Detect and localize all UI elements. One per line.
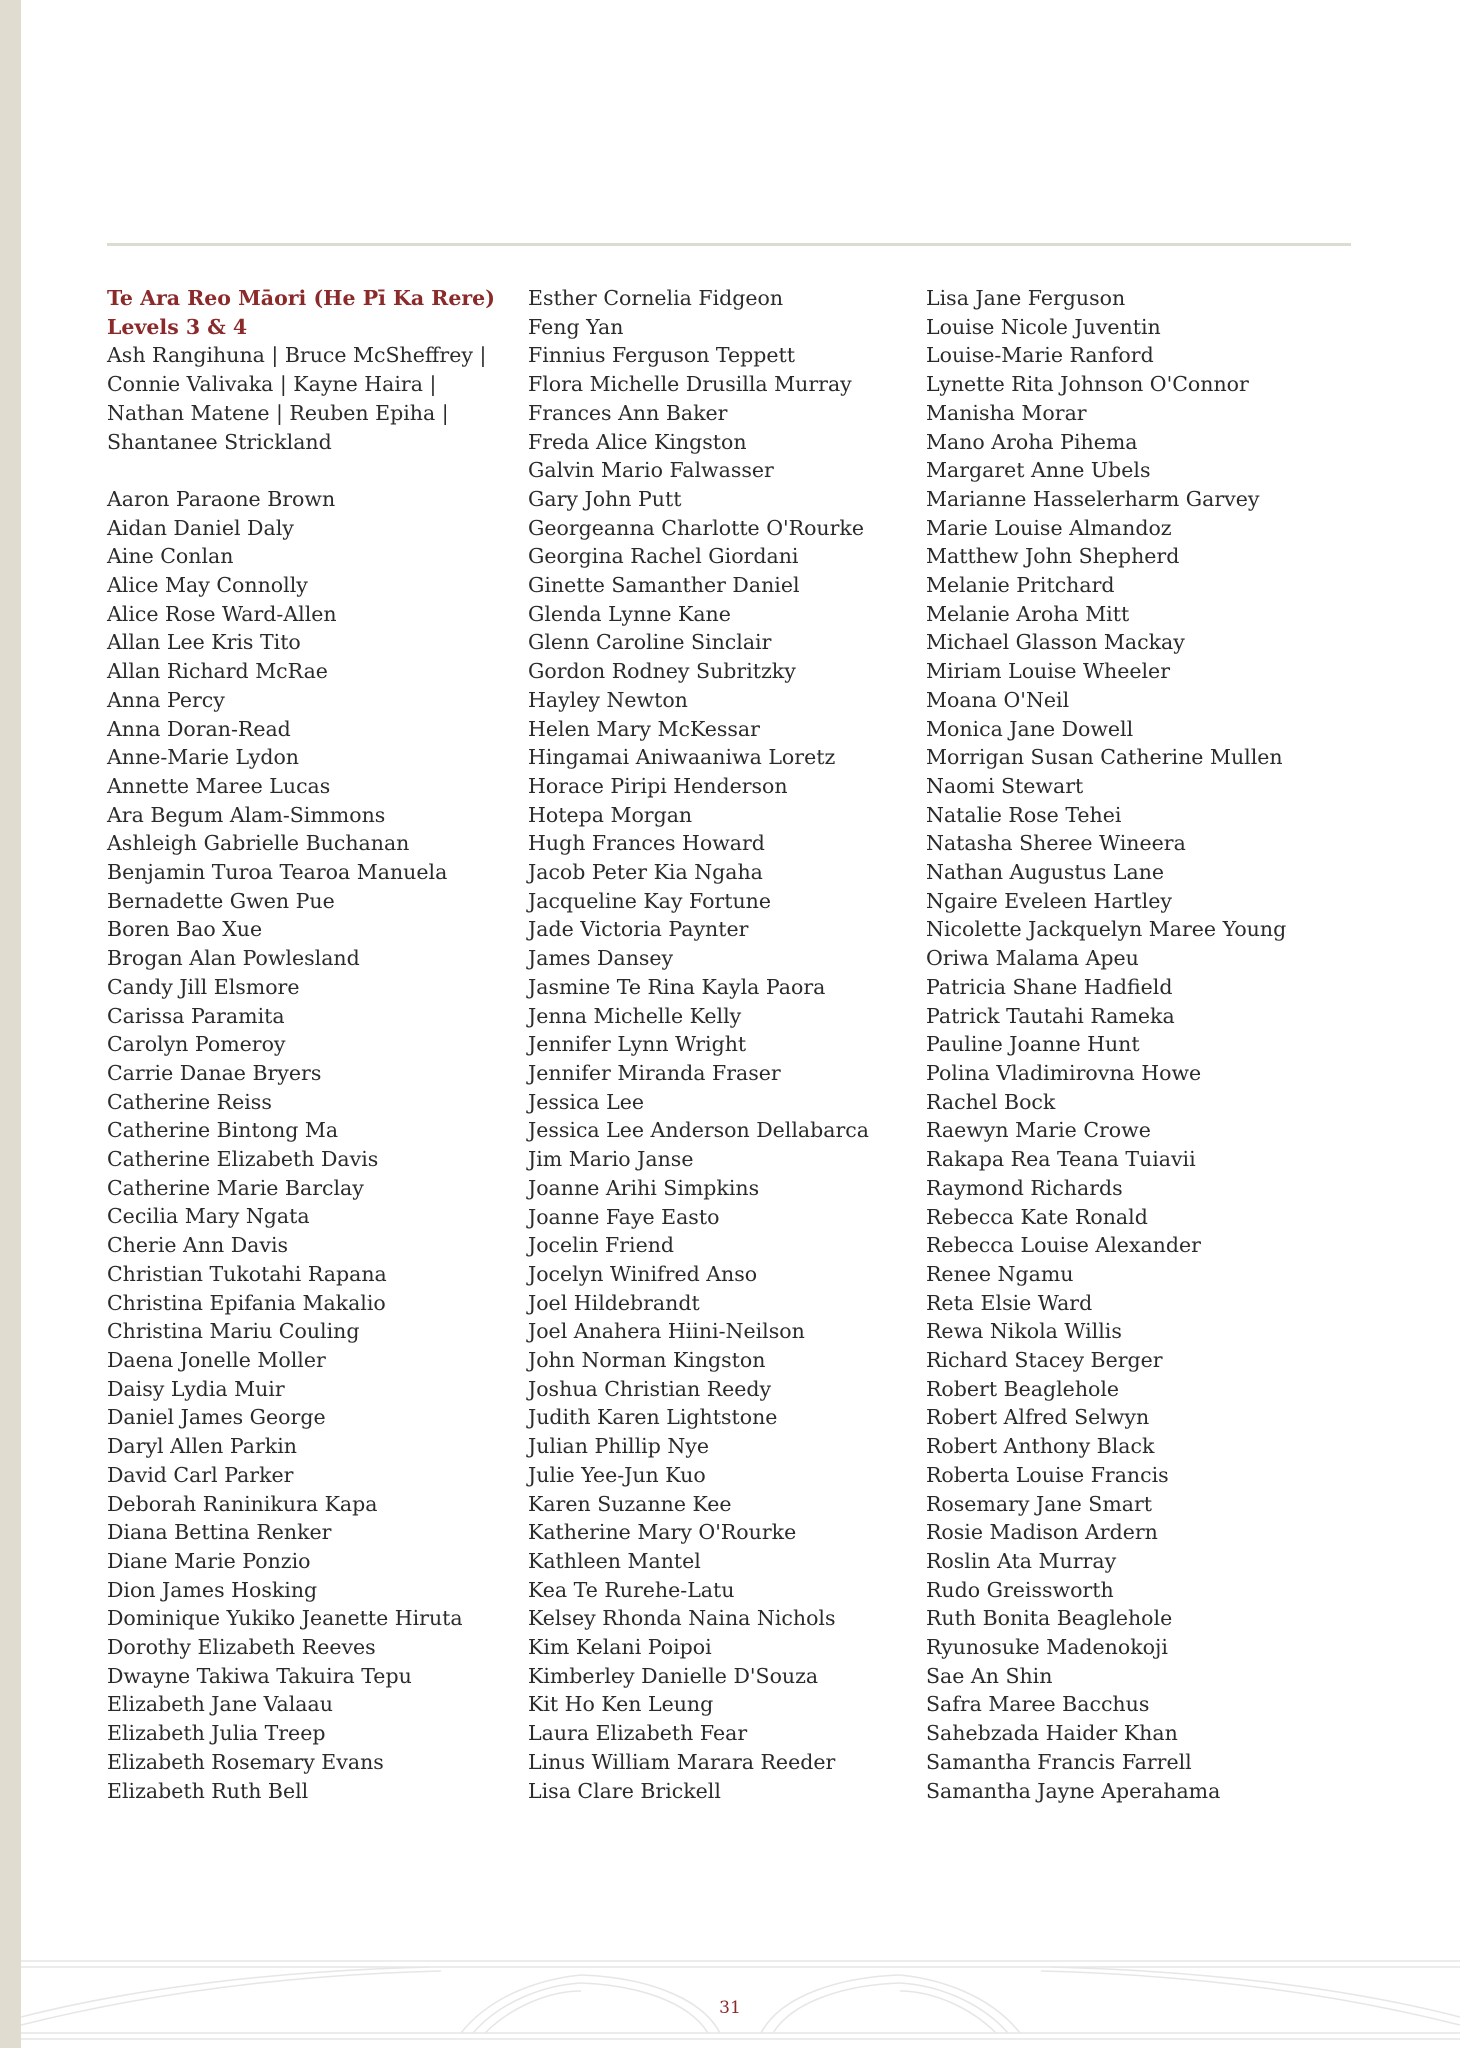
name-item: Robert Anthony Black bbox=[926, 1434, 1155, 1459]
name-item: Rakapa Rea Teana Tuiavii bbox=[926, 1147, 1196, 1172]
name-item: Benjamin Turoa Tearoa Manuela bbox=[107, 860, 448, 885]
name-item: Jacob Peter Kia Ngaha bbox=[528, 860, 763, 885]
name-item: Christian Tukotahi Rapana bbox=[107, 1261, 387, 1286]
name-item: Reta Elsie Ward bbox=[926, 1290, 1093, 1315]
name-item: Kit Ho Ken Leung bbox=[528, 1692, 714, 1717]
name-item: Richard Stacey Berger bbox=[926, 1348, 1163, 1373]
name-item: Anne-Marie Lydon bbox=[107, 745, 299, 770]
name-item: Natasha Sheree Wineera bbox=[926, 831, 1186, 856]
tutor-list: Ash Rangihuna | Bruce McSheffrey | Connie Valivaka | Kayne Haira | Nathan Matene | Reuben Epiha | Shantanee Strickland bbox=[107, 343, 487, 454]
name-item: Daena Jonelle Moller bbox=[107, 1348, 326, 1372]
name-list bbox=[528, 284, 928, 1805]
name-item: Patricia Shane Hadfield bbox=[926, 974, 1173, 999]
name-item: Samantha Jayne Aperahama bbox=[926, 1778, 1221, 1803]
name-item: Elizabeth Ruth Bell bbox=[107, 1778, 309, 1803]
name-item: Jennifer Lynn Wright bbox=[528, 1032, 747, 1057]
name-item: Christina Mariu Couling bbox=[107, 1319, 360, 1344]
name-item: Allan Richard McRae bbox=[107, 659, 328, 684]
name-item: Marie Louise Almandoz bbox=[926, 515, 1172, 540]
name-item: Natalie Rose Tehei bbox=[926, 802, 1122, 827]
name-item: Nathan Augustus Lane bbox=[926, 860, 1165, 885]
name-item: Joanne Faye Easto bbox=[528, 1204, 720, 1229]
name-item: Marianne Hasselerharm Garvey bbox=[926, 486, 1260, 511]
name-item: Hayley Newton bbox=[528, 687, 688, 712]
name-item: Boren Bao Xue bbox=[107, 917, 263, 942]
name-item: Morrigan Susan Catherine Mullen bbox=[926, 745, 1283, 770]
name-item: Diane Marie Ponzio bbox=[107, 1548, 311, 1573]
name-item: Freda Alice Kingston bbox=[528, 429, 747, 454]
name-item: Joel Hildebrandt bbox=[528, 1290, 700, 1315]
name-item: Carolyn Pomeroy bbox=[107, 1032, 286, 1057]
name-item: Joel Anahera Hiini-Neilson bbox=[528, 1319, 805, 1344]
name-item: Glenn Caroline Sinclair bbox=[528, 630, 772, 655]
name-item: John Norman Kingston bbox=[528, 1348, 766, 1373]
name-item: Hingamai Aniwaaniwa Loretz bbox=[528, 745, 836, 770]
name-item: Anna Percy bbox=[107, 687, 225, 712]
name-item: Aaron Paraone Brown bbox=[107, 486, 336, 511]
name-item: Moana O'Neil bbox=[926, 687, 1070, 712]
name-item: Anna Doran-Read bbox=[107, 716, 291, 741]
header-divider bbox=[107, 243, 1351, 246]
name-item: Rebecca Kate Ronald bbox=[926, 1204, 1148, 1229]
name-list bbox=[107, 485, 507, 1805]
name-item: Oriwa Malama Apeu bbox=[926, 946, 1139, 971]
name-item: Carrie Danae Bryers bbox=[107, 1060, 322, 1085]
name-item: Kimberley Danielle D'Souza bbox=[528, 1663, 819, 1688]
name-item: Aidan Daniel Daly bbox=[107, 515, 294, 540]
name-item: Sahebzada Haider Khan bbox=[926, 1721, 1178, 1746]
name-item: Ashleigh Gabrielle Buchanan bbox=[107, 831, 410, 856]
name-item: Karen Suzanne Kee bbox=[528, 1491, 732, 1516]
name-item: Brogan Alan Powlesland bbox=[107, 946, 360, 971]
name-item: Christina Epifania Makalio bbox=[107, 1290, 386, 1315]
name-item: Ara Begum Alam-Simmons bbox=[107, 802, 386, 827]
name-item: Robert Alfred Selwyn bbox=[926, 1405, 1150, 1430]
name-item: David Carl Parker bbox=[107, 1462, 294, 1487]
name-item: Miriam Louise Wheeler bbox=[926, 659, 1170, 684]
name-item: Daniel James George bbox=[107, 1405, 326, 1430]
name-item: Elizabeth Julia Treep bbox=[107, 1721, 326, 1746]
column-3 bbox=[926, 284, 1346, 1805]
name-item: Jennifer Miranda Fraser bbox=[528, 1060, 781, 1085]
name-item: Horace Piripi Henderson bbox=[528, 773, 788, 798]
name-item: Raymond Richards bbox=[926, 1175, 1123, 1200]
name-item: Feng Yan bbox=[528, 314, 624, 339]
name-item: Jenna Michelle Kelly bbox=[528, 1003, 742, 1028]
name-item: Georgeanna Charlotte O'Rourke bbox=[528, 515, 864, 540]
name-item: Dwayne Takiwa Takuira Tepu bbox=[107, 1663, 412, 1688]
name-item: Bernadette Gwen Pue bbox=[107, 888, 335, 913]
section-heading: Te Ara Reo Māori (He Pī Ka Rere) bbox=[107, 286, 495, 310]
page-number: 31 bbox=[719, 1998, 741, 2018]
name-item: Louise-Marie Ranford bbox=[926, 343, 1154, 368]
name-item: Joanne Arihi Simpkins bbox=[528, 1175, 760, 1200]
name-item: Jocelyn Winifred Anso bbox=[528, 1261, 758, 1286]
name-item: Lisa Clare Brickell bbox=[528, 1778, 721, 1803]
name-item: Roberta Louise Francis bbox=[926, 1462, 1169, 1487]
name-item: Elizabeth Rosemary Evans bbox=[107, 1749, 384, 1774]
name-item: Alice May Connolly bbox=[107, 573, 308, 598]
name-item: Allan Lee Kris Tito bbox=[107, 630, 301, 655]
name-item: Dorothy Elizabeth Reeves bbox=[107, 1635, 376, 1660]
name-item: Melanie Aroha Mitt bbox=[926, 601, 1130, 626]
name-item: Flora Michelle Drusilla Murray bbox=[528, 372, 852, 397]
name-item: Mano Aroha Pihema bbox=[926, 429, 1138, 454]
name-item: Aine Conlan bbox=[107, 544, 234, 569]
name-item: Candy Jill Elsmore bbox=[107, 974, 300, 999]
name-item: Deborah Raninikura Kapa bbox=[107, 1491, 378, 1516]
name-item: Polina Vladimirovna Howe bbox=[926, 1060, 1202, 1085]
name-item: Ryunosuke Madenokoji bbox=[926, 1635, 1168, 1660]
name-item: Jasmine Te Rina Kayla Paora bbox=[528, 974, 826, 999]
name-item: Julian Phillip Nye bbox=[528, 1434, 709, 1459]
page-edge-strip bbox=[0, 0, 21, 2048]
name-item: Laura Elizabeth Fear bbox=[528, 1721, 748, 1746]
name-item: Louise Nicole Juventin bbox=[926, 314, 1161, 339]
name-item: Manisha Morar bbox=[926, 400, 1087, 425]
name-item: Lynette Rita Johnson O'Connor bbox=[926, 372, 1249, 397]
name-item: Jacqueline Kay Fortune bbox=[528, 888, 771, 913]
name-item: Alice Rose Ward-Allen bbox=[107, 601, 337, 626]
name-item: Katherine Mary O'Rourke bbox=[528, 1520, 797, 1545]
name-item: Linus William Marara Reeder bbox=[528, 1749, 836, 1774]
name-item: Michael Glasson Mackay bbox=[926, 630, 1185, 655]
name-item: Dion James Hosking bbox=[107, 1577, 318, 1602]
name-item: Roslin Ata Murray bbox=[926, 1548, 1117, 1573]
name-item: Jessica Lee Anderson Dellabarca bbox=[528, 1118, 869, 1143]
name-item: Catherine Reiss bbox=[107, 1089, 272, 1114]
name-item: Nicolette Jackquelyn Maree Young bbox=[926, 917, 1287, 942]
name-item: Pauline Joanne Hunt bbox=[926, 1032, 1140, 1057]
name-list bbox=[926, 284, 1346, 1805]
name-item: Sae An Shin bbox=[926, 1663, 1053, 1688]
name-item: Kathleen Mantel bbox=[528, 1548, 701, 1573]
section-subheading: Levels 3 & 4 bbox=[107, 314, 248, 339]
name-item: Rachel Bock bbox=[926, 1089, 1056, 1114]
name-item: Glenda Lynne Kane bbox=[528, 601, 731, 626]
name-item: Naomi Stewart bbox=[926, 773, 1084, 798]
name-item: Raewyn Marie Crowe bbox=[926, 1118, 1151, 1143]
name-item: Kim Kelani Poipoi bbox=[528, 1635, 712, 1660]
name-item: Jim Mario Janse bbox=[528, 1147, 694, 1172]
name-item: Robert Beaglehole bbox=[926, 1376, 1120, 1401]
name-item: Helen Mary McKessar bbox=[528, 716, 760, 741]
name-item: Kelsey Rhonda Naina Nichols bbox=[528, 1606, 836, 1631]
name-item: Catherine Bintong Ma bbox=[107, 1118, 339, 1143]
name-item: Renee Ngamu bbox=[926, 1261, 1074, 1286]
name-item: Ruth Bonita Beaglehole bbox=[926, 1606, 1173, 1631]
name-item: Gordon Rodney Subritzky bbox=[528, 659, 796, 684]
name-item: Patrick Tautahi Rameka bbox=[926, 1003, 1175, 1028]
name-item: Georgina Rachel Giordani bbox=[528, 544, 799, 569]
name-item: Julie Yee-Jun Kuo bbox=[528, 1462, 706, 1487]
name-item: Hugh Frances Howard bbox=[528, 831, 765, 856]
name-item: Rosemary Jane Smart bbox=[926, 1491, 1153, 1516]
name-item: Jocelin Friend bbox=[528, 1233, 675, 1258]
name-item: Margaret Anne Ubels bbox=[926, 458, 1151, 483]
name-item: Matthew John Shepherd bbox=[926, 544, 1180, 569]
name-item: Cecilia Mary Ngata bbox=[107, 1204, 310, 1229]
column-2 bbox=[528, 284, 928, 1805]
name-item: Finnius Ferguson Teppett bbox=[528, 343, 795, 368]
name-item: Monica Jane Dowell bbox=[926, 716, 1134, 741]
name-item: Elizabeth Jane Valaau bbox=[107, 1692, 333, 1717]
name-item: Annette Maree Lucas bbox=[107, 773, 331, 798]
name-item: Dominique Yukiko Jeanette Hiruta bbox=[107, 1606, 463, 1631]
name-item: Rewa Nikola Willis bbox=[926, 1319, 1122, 1344]
name-item: Rudo Greissworth bbox=[926, 1577, 1114, 1602]
name-item: Hotepa Morgan bbox=[528, 802, 693, 827]
name-item: Diana Bettina Renker bbox=[107, 1520, 332, 1545]
name-item: Joshua Christian Reedy bbox=[528, 1376, 772, 1401]
name-item: Jade Victoria Paynter bbox=[528, 917, 749, 942]
name-item: Melanie Pritchard bbox=[926, 573, 1115, 598]
name-item: Daisy Lydia Muir bbox=[107, 1376, 285, 1401]
name-item: Catherine Marie Barclay bbox=[107, 1175, 364, 1200]
name-item: James Dansey bbox=[528, 946, 674, 971]
name-item: Galvin Mario Falwasser bbox=[528, 458, 774, 483]
name-item: Gary John Putt bbox=[528, 486, 682, 511]
name-item: Kea Te Rurehe-Latu bbox=[528, 1577, 735, 1602]
name-item: Carissa Paramita bbox=[107, 1003, 285, 1028]
name-item: Esther Cornelia Fidgeon bbox=[528, 286, 784, 310]
name-item: Safra Maree Bacchus bbox=[926, 1692, 1150, 1717]
name-item: Judith Karen Lightstone bbox=[528, 1405, 778, 1430]
name-item: Frances Ann Baker bbox=[528, 400, 728, 425]
name-item: Daryl Allen Parkin bbox=[107, 1434, 297, 1459]
name-item: Rosie Madison Ardern bbox=[926, 1520, 1158, 1545]
name-item: Ngaire Eveleen Hartley bbox=[926, 888, 1172, 913]
name-item: Samantha Francis Farrell bbox=[926, 1749, 1192, 1774]
name-item: Jessica Lee bbox=[528, 1089, 645, 1114]
name-item: Ginette Samanther Daniel bbox=[528, 573, 800, 598]
name-item: Rebecca Louise Alexander bbox=[926, 1233, 1201, 1258]
name-item: Lisa Jane Ferguson bbox=[926, 286, 1126, 310]
column-1 bbox=[107, 284, 507, 1805]
name-item: Cherie Ann Davis bbox=[107, 1233, 289, 1258]
name-item: Catherine Elizabeth Davis bbox=[107, 1147, 379, 1172]
spacer bbox=[107, 456, 507, 485]
